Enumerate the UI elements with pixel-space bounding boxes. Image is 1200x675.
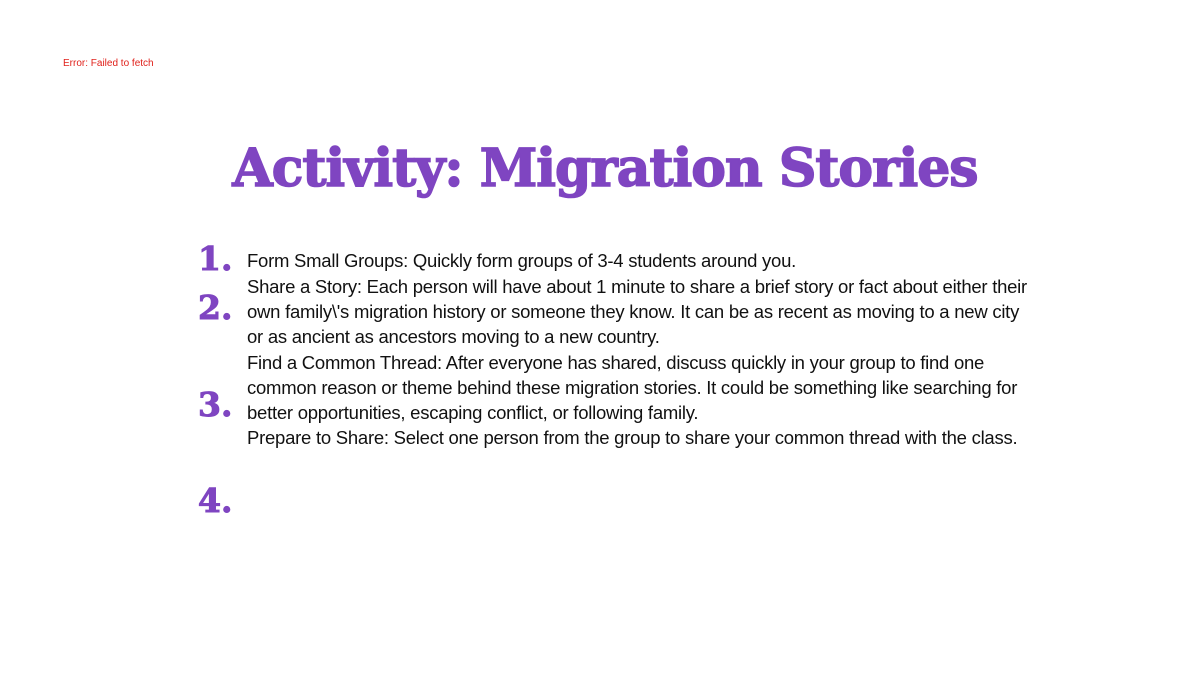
page-title: Activity: Migration Stories (232, 138, 978, 199)
step-number-2: 2. (198, 288, 233, 327)
step-number-3: 3. (198, 385, 233, 424)
step-text-4: Prepare to Share: Select one person from the group to share your common thread with the class. (247, 427, 1018, 448)
step-text-1: Form Small Groups: Quickly form groups of 3-4 students around you. (247, 250, 797, 271)
step-text-2: Share a Story: Each person will have about 1 minute to share a brief story or fact about either their own family\'s migration history or someone they know. It can be as recent as moving to a new city or as ancient as ancestors moving to a new country. (247, 276, 1027, 347)
step-text-3: Find a Common Thread: After everyone has shared, discuss quickly in your group to find one common reason or theme behind these migration stories. It could be something like searching for better opportunities, escaping conflict, or following family. (247, 352, 1018, 423)
step-number-4: 4. (198, 481, 233, 520)
error-message: Error: Failed to fetch (63, 58, 154, 69)
step-number-1: 1. (198, 239, 233, 278)
